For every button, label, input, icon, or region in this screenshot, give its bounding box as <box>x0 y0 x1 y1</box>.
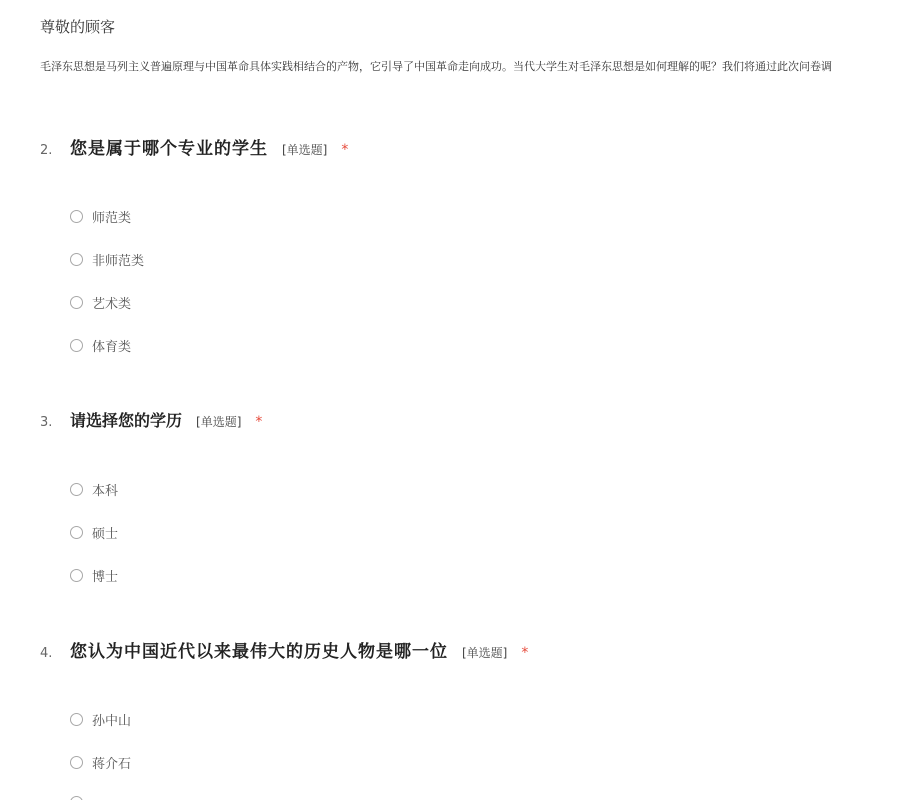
option-yishu[interactable] <box>70 292 131 312</box>
option-jiangjieshi[interactable] <box>70 752 131 772</box>
question-type-tag: [单选题] <box>282 143 328 157</box>
required-marker: * <box>341 142 349 158</box>
radio-button[interactable] <box>70 210 83 223</box>
option-label: 博士 <box>92 569 119 585</box>
option-benke[interactable] <box>70 479 118 499</box>
radio-button[interactable] <box>70 526 83 539</box>
option-shuoshi[interactable] <box>70 522 118 542</box>
radio-button[interactable] <box>70 483 83 496</box>
option-label: 孙中山 <box>92 713 132 729</box>
question-number: 3. <box>40 415 53 430</box>
radio-button[interactable] <box>70 296 83 309</box>
required-marker: * <box>255 414 263 430</box>
radio-button[interactable] <box>70 756 83 769</box>
option-sunzhongshan[interactable] <box>70 709 131 729</box>
survey-intro: 毛泽东思想是马列主义普遍原理与中国革命具体实践相结合的产物，它引导了中国革命走向成功。当代大学生对毛泽东思想是如何理解的呢？我们将通过此次问卷调 <box>40 60 832 73</box>
radio-button[interactable] <box>70 569 83 582</box>
question-header <box>40 637 528 662</box>
option-label: 硕士 <box>92 526 119 542</box>
question-number: 2. <box>40 143 53 158</box>
option-label: 本科 <box>92 483 119 499</box>
option-boshi[interactable] <box>70 565 118 585</box>
radio-button[interactable] <box>70 253 83 266</box>
radio-button[interactable] <box>70 339 83 352</box>
question-title: 您认为中国近代以来最伟大的历史人物是哪一位 <box>70 642 448 662</box>
question-type-tag: [单选题] <box>196 415 242 429</box>
radio-button[interactable] <box>70 713 83 726</box>
option-label: 蒋介石 <box>92 756 132 772</box>
option-label: 艺术类 <box>92 296 132 312</box>
question-number: 4. <box>40 646 53 661</box>
option-shifan[interactable] <box>70 206 131 226</box>
required-marker: * <box>521 645 529 661</box>
option-feishifan[interactable] <box>70 249 144 269</box>
option-tiyu[interactable] <box>70 335 131 355</box>
question-header <box>40 408 262 431</box>
question-title: 您是属于哪个专业的学生 <box>70 139 268 159</box>
option-label: 体育类 <box>92 339 132 355</box>
question-header <box>40 134 348 159</box>
question-type-tag: [单选题] <box>462 646 508 660</box>
greeting-text: 尊敬的顾客 <box>40 18 116 36</box>
option-partial[interactable] <box>70 792 92 800</box>
option-label: 非师范类 <box>92 253 145 269</box>
question-title: 请选择您的学历 <box>70 411 183 430</box>
option-label: 师范类 <box>92 210 132 226</box>
radio-button[interactable] <box>70 796 83 800</box>
